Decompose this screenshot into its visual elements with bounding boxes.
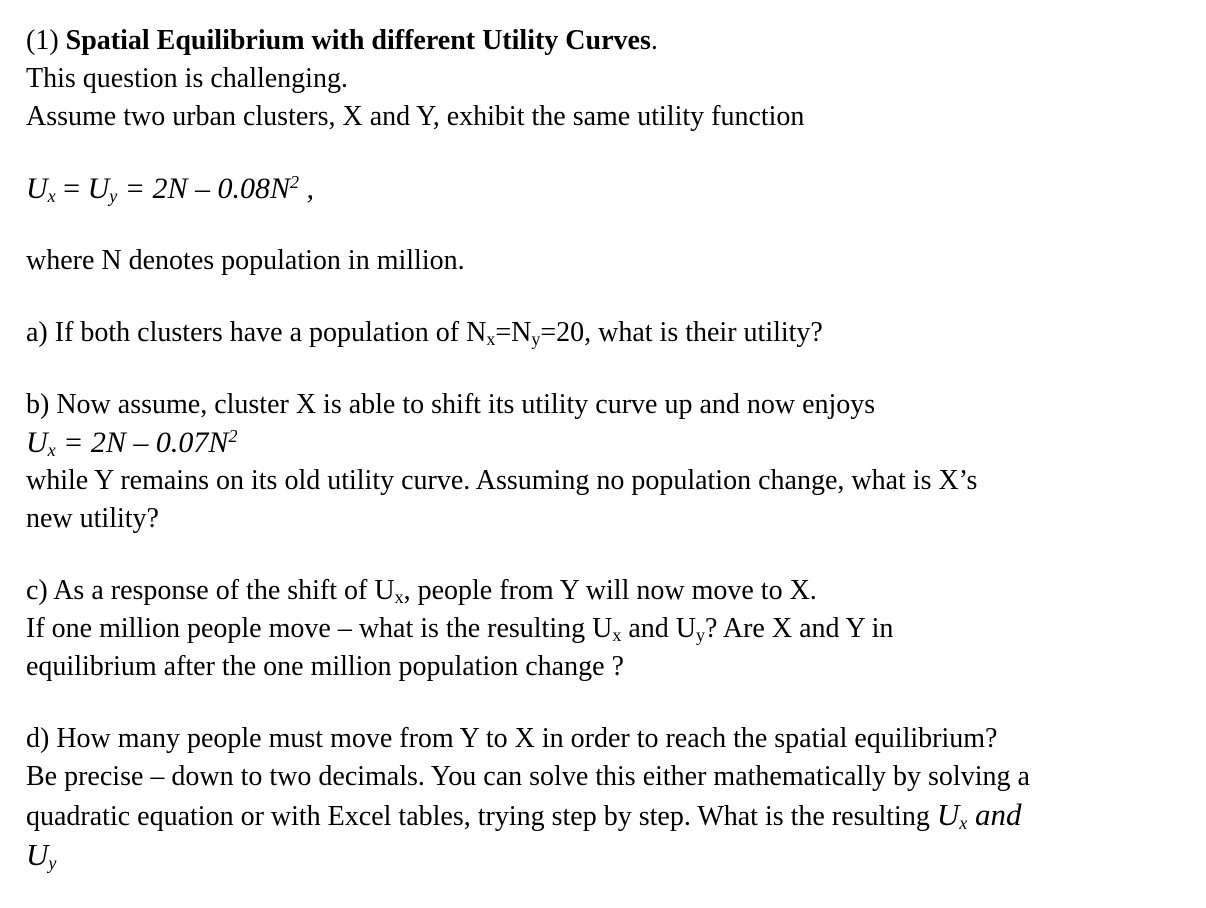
part-b-line-4: new utility?: [26, 503, 159, 534]
question-document: [26, 22, 1196, 874]
part-d-line-2: Be precise – down to two decimals. You can solve this either mathematically by solving a: [26, 761, 1030, 792]
heading-title: Spatial Equilibrium with different Utility Curves: [65, 25, 651, 56]
part-a-question: a) If both clusters have a population of $N_x=N_y=20$, what is their utility?: [26, 317, 823, 349]
part-b-line-3: while Y remains on its old utility curve. Assuming no population change, what is X’s: [26, 465, 978, 496]
part-c-line-1: c) As a response of the shift of $U_x$, people from Y will now move to X.: [26, 575, 817, 607]
heading-period: .: [650, 25, 658, 56]
question-heading: [26, 22, 1196, 60]
intro-line-2: Assume two urban clusters, X and Y, exhibit the same utility function: [26, 101, 805, 132]
heading-number: (1): [26, 25, 59, 56]
part-b-line-1: b) Now assume, cluster X is able to shift its utility curve up and now enjoys: [26, 389, 876, 420]
part-d-line-1: d) How many people must move from Y to X in order to reach the spatial equilibrium?: [26, 723, 998, 754]
part-c-line-3: equilibrium after the one million population change ?: [26, 651, 624, 682]
utility-equation: $U_x = U_y = 2N - 0.08N^2$ ,: [26, 172, 315, 206]
intro-line-1: This question is challenging.: [26, 63, 348, 94]
part-b-equation: $U_x = 2N - 0.07N^2$: [26, 426, 238, 460]
part-d-line-4: $U_y$: [26, 837, 57, 873]
part-d-line-3: quadratic equation or with Excel tables, trying step by step. What is the resulting $U_x$ and: [26, 797, 1022, 833]
where-line: where N denotes population in million.: [26, 245, 465, 276]
part-c-line-2: If one million people move – what is the resulting $U_x$ and $U_y$? Are X and Y in: [26, 613, 894, 645]
